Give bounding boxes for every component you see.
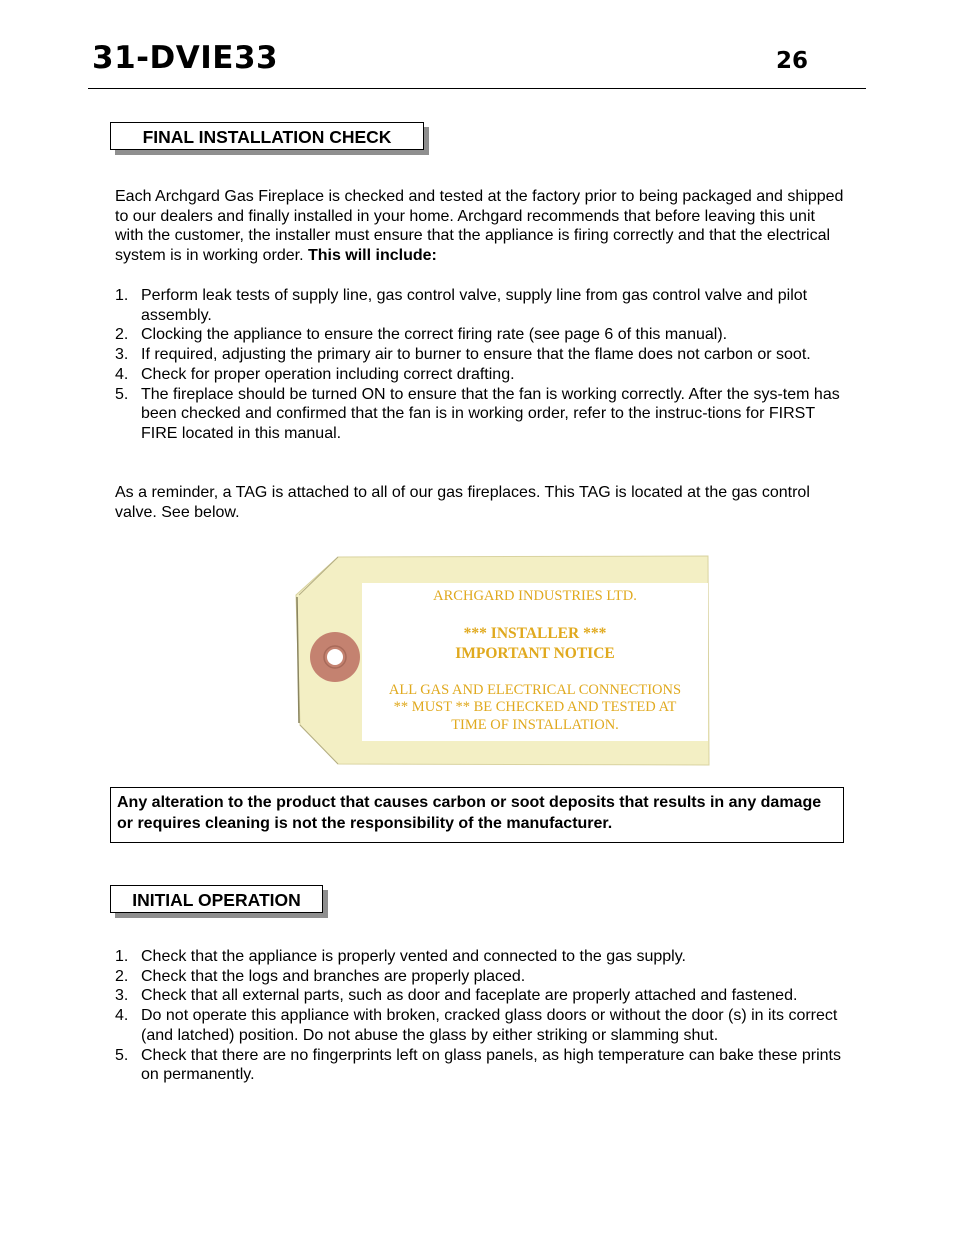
tag-installer-line: *** INSTALLER ***: [463, 625, 607, 642]
page-number: 26: [776, 48, 809, 74]
section-heading-final-installation-check: FINAL INSTALLATION CHECK: [110, 122, 424, 150]
list-item: [115, 385, 845, 444]
list-item-number: 5.: [115, 1046, 129, 1064]
list-item-number: 1.: [115, 287, 129, 304]
list-item-text: Do not operate this appliance with broken, cracked glass doors or without the door (s) in its correct (and latched) position. Do not abuse the glass by either striking or slamming shut.: [141, 1007, 838, 1044]
list-item-number: 2.: [115, 326, 129, 344]
list-item: [115, 325, 845, 345]
list-item: [115, 365, 845, 385]
section-heading-initial-operation: INITIAL OPERATION: [110, 885, 323, 913]
intro-text: Each Archgard Gas Fireplace is checked and tested at the factory prior to being packaged and shipped to our dealers and finally installed in your home. Archgard recommends that before leaving this unit with the customer, the installer must ensure that the appliance is firing correctly and that the electrical system is in working order.: [115, 188, 844, 265]
list-item: [115, 1046, 845, 1085]
list-item-number: 3.: [115, 987, 129, 1005]
list-item-text: Check for proper operation including correct drafting.: [141, 365, 515, 383]
list-item: [115, 986, 845, 1006]
list-item: [115, 947, 845, 967]
list-item-number: 2.: [115, 967, 129, 985]
tag-important-notice: IMPORTANT NOTICE: [455, 645, 615, 662]
liability-notice-box: Any alteration to the product that causes carbon or soot deposits that results in any damage or requires cleaning is not the responsibility of the manufacturer.: [110, 787, 844, 843]
reminder-paragraph: As a reminder, a TAG is attached to all of our gas fireplaces. This TAG is located at the gas control valve. See below.: [115, 484, 810, 521]
list-item-text: Check that the appliance is properly vented and connected to the gas supply.: [141, 948, 686, 965]
tag-body-line-1: ALL GAS AND ELECTRICAL CONNECTIONS: [388, 682, 682, 698]
intro-paragraph: [115, 187, 845, 266]
tag-company-name: ARCHGARD INDUSTRIES LTD.: [433, 588, 637, 604]
list-item: [115, 286, 845, 325]
list-item-number: 4.: [115, 1007, 129, 1025]
list-item-text: Clocking the appliance to ensure the correct firing rate (see page 6 of this manual).: [141, 326, 728, 344]
list-item-number: 3.: [115, 346, 129, 364]
tag-body-line-2: ** MUST ** BE CHECKED AND TESTED AT: [393, 699, 677, 715]
list-item-text: If required, adjusting the primary air to burner to ensure that the flame does not carbon or soot.: [141, 346, 811, 364]
list-item: [115, 1006, 845, 1045]
initial-operation-list: [115, 947, 845, 1085]
final-check-list: [115, 286, 845, 444]
tag-body-line-3: TIME OF INSTALLATION.: [451, 717, 619, 733]
list-item-number: 4.: [115, 365, 129, 383]
list-item-text: The fireplace should be turned ON to ensure that the fan is working correctly. After the sys-tem has been checked and confirmed that the fan is in working order, refer to the instruc-tions for FIRST FIRE located in this manual.: [141, 385, 840, 442]
list-item-number: 1.: [115, 948, 129, 965]
list-item-text: Check that the logs and branches are properly placed.: [141, 967, 526, 985]
list-item: [115, 345, 845, 365]
list-item-text: Perform leak tests of supply line, gas control valve, supply line from gas control valve and pilot assembly.: [141, 287, 808, 324]
intro-bold-text: This will include:: [307, 247, 437, 265]
header-divider: [88, 88, 866, 89]
list-item: [115, 967, 845, 987]
document-title: 31-DVIE33: [92, 40, 279, 76]
list-item-number: 5.: [115, 385, 129, 403]
list-item-text: Check that there are no fingerprints left on glass panels, as high temperature can bake these prints on permanently.: [141, 1046, 841, 1084]
list-item-text: Check that all external parts, such as door and faceplate are properly attached and fastened.: [141, 987, 798, 1005]
